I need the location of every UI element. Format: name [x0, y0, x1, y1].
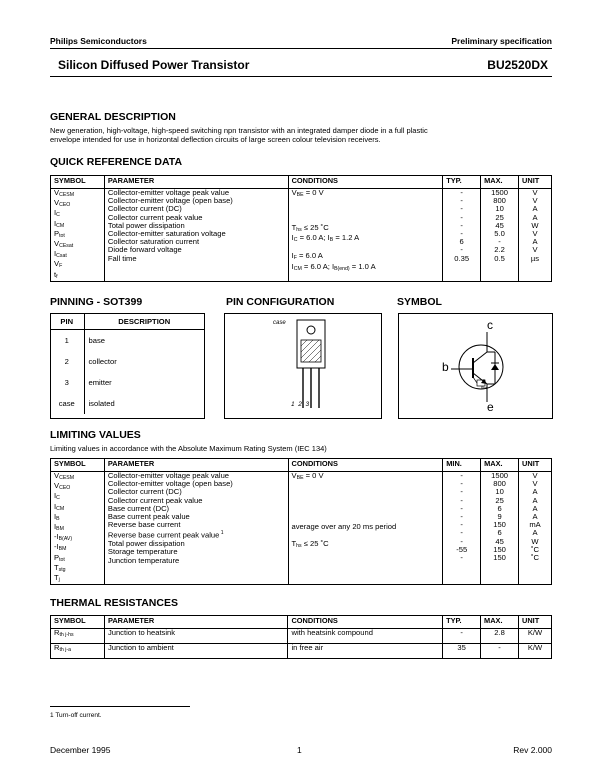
- parameter-cell: Junction to heatsink: [104, 629, 288, 644]
- symbol-subscript: j: [58, 577, 60, 584]
- unit-value: A: [532, 495, 538, 505]
- pinning-col-pin: PIN: [50, 313, 84, 330]
- unit-value: A: [532, 204, 538, 214]
- quickref-col-symbol: SYMBOL: [51, 176, 105, 189]
- symbol-cell: $I_B$: [54, 511, 60, 522]
- min-value: -: [460, 503, 463, 513]
- min-column: [443, 472, 481, 585]
- pin-configuration-heading: PIN CONFIGURATION: [226, 296, 335, 308]
- unit-value: ˚C: [531, 544, 540, 554]
- thermal-col-symbol: SYMBOL: [51, 616, 105, 629]
- max-value: 2.2: [494, 245, 505, 255]
- symbol-subscript: B: [56, 515, 60, 522]
- unit-value: µs: [530, 253, 540, 263]
- pin-row: [50, 393, 204, 414]
- quickref-col-typ: TYP.: [443, 176, 481, 189]
- max-value: 1500: [491, 188, 509, 197]
- document-title: Silicon Diffused Power Transistor: [58, 58, 250, 72]
- thermal-col-max: MAX.: [481, 616, 519, 629]
- symbol-cell: $I_{BM}$: [54, 522, 64, 533]
- parameter-cell: Collector-emitter voltage peak value: [107, 188, 230, 197]
- unit-value: A: [532, 212, 538, 222]
- unit-value: mA: [529, 520, 541, 530]
- symbol-subscript: BM: [56, 526, 64, 533]
- min-value: -55: [456, 544, 468, 554]
- min-value: -: [460, 536, 463, 546]
- unit-value: V: [532, 245, 538, 255]
- pin-row: [50, 351, 204, 372]
- footnote-ref: 1: [219, 530, 224, 537]
- thermal-col-parameter: PARAMETER: [104, 616, 288, 629]
- quick-reference-table: [50, 175, 552, 282]
- pinning-table: [50, 313, 204, 414]
- symbol-subscript: F: [59, 263, 63, 270]
- part-number: BU2520DX: [487, 58, 548, 72]
- min-value: -: [460, 553, 463, 563]
- typ-value: 0.35: [454, 253, 470, 263]
- symbol-subscript: CESM: [59, 192, 75, 198]
- unit-value: A: [532, 237, 538, 247]
- pin-numbers: 1 2 3: [291, 401, 310, 408]
- symbol-subscript: BM: [58, 546, 67, 553]
- condition-cell: [292, 482, 440, 490]
- min-value: -: [460, 471, 463, 480]
- unit-value: W: [531, 536, 539, 546]
- condition-cell: [292, 507, 440, 515]
- max-value: 45: [495, 536, 504, 546]
- typ-value: -: [460, 188, 463, 197]
- general-description-line1: New generation, high-voltage, high-speed switching npn transistor with an integrated damper diode in a full plastic: [50, 126, 428, 135]
- symbol-label-e: e: [487, 400, 494, 414]
- transistor-symbol-drawing: [451, 332, 511, 402]
- typ-value: -: [460, 212, 463, 222]
- pinning-col-description: DESCRIPTION: [84, 313, 204, 330]
- table-row: [51, 629, 552, 644]
- footer-revision: Rev 2.000: [513, 745, 552, 755]
- symbol-subscript: C: [56, 495, 60, 502]
- pin-number: case: [50, 393, 84, 414]
- parameter-cell: Collector-emitter saturation voltage: [107, 229, 226, 239]
- symbol-subscript: CEO: [59, 202, 71, 209]
- max-value: 10: [495, 487, 504, 497]
- unit-column: [519, 472, 552, 585]
- unit-value: ˚C: [531, 553, 540, 563]
- pin-description: emitter: [88, 378, 112, 387]
- max-value: 800: [493, 479, 506, 489]
- typ-value: 35: [443, 644, 481, 659]
- parameter-cell: Junction temperature: [107, 555, 180, 565]
- limiting-values-table: [50, 458, 552, 585]
- min-value: -: [460, 479, 463, 489]
- unit-value: W: [531, 220, 539, 230]
- typ-value: -: [460, 196, 463, 206]
- condition-cell: $V_{BE} = 0$ V: [291, 188, 324, 198]
- min-value: -: [460, 520, 463, 530]
- parameter-cell: Junction to ambient: [104, 644, 288, 659]
- pin-description: collector: [88, 357, 117, 366]
- symbol-cell: $-I_{BM}$: [54, 542, 67, 553]
- pin-description: base: [88, 336, 105, 345]
- quick-reference-heading: QUICK REFERENCE DATA: [50, 156, 183, 168]
- condition-cell: in free air: [288, 644, 443, 659]
- condition-cell: with heatsink compound: [288, 629, 443, 644]
- symbol-cell: $-I_{B(AV)}$: [54, 532, 73, 543]
- max-value: 9: [497, 512, 502, 522]
- limiting-values-intro: Limiting values in accordance with the Absolute Maximum Rating System (IEC 134): [50, 444, 327, 453]
- parameter-cell: Collector-emitter voltage (open base): [107, 479, 233, 489]
- symbol-column: [51, 472, 105, 585]
- parameter-cell: Total power dissipation: [107, 220, 185, 230]
- general-description-heading: GENERAL DESCRIPTION: [50, 111, 176, 123]
- condition-cell: [292, 499, 440, 507]
- unit-value: A: [532, 487, 538, 497]
- pin-configuration-box: [224, 313, 382, 419]
- min-value: -: [460, 495, 463, 505]
- symbol-label-c: c: [487, 318, 493, 332]
- typ-value: -: [460, 220, 463, 230]
- unit-value: V: [532, 188, 538, 197]
- general-description-line2: envelope intended for use in horizontal deflection circuits of large screen colour television receivers.: [50, 135, 381, 144]
- symbol-heading: SYMBOL: [397, 296, 442, 308]
- limiting-col-min: MIN.: [443, 459, 481, 472]
- footnote-rule: [50, 706, 190, 707]
- min-value: -: [460, 528, 463, 538]
- condition-cell: $V_{BE} = 0$ V: [291, 471, 324, 481]
- condition-cell: [292, 490, 440, 498]
- parameter-cell: Diode forward voltage: [107, 245, 182, 255]
- max-column: [481, 472, 519, 585]
- footnote-text: Turn-off current.: [53, 712, 102, 719]
- symbol-subscript: C: [56, 212, 60, 219]
- symbol-cell: $I_C$: [54, 491, 60, 502]
- symbol-cell: $V_{CEO}$: [54, 481, 71, 492]
- symbol-cell: $V_F$: [54, 259, 63, 270]
- parameter-cell: Fall time: [107, 253, 137, 263]
- unit-value: V: [532, 471, 538, 480]
- unit-value: A: [532, 512, 538, 522]
- limiting-col-parameter: PARAMETER: [104, 459, 288, 472]
- condition-cell: $T_{hs} \le 25$ ˚C: [291, 538, 329, 549]
- case-label: case: [273, 320, 286, 326]
- symbol-subscript: CM: [56, 222, 65, 229]
- limiting-values-heading: LIMITING VALUES: [50, 429, 141, 441]
- typ-value: -: [460, 229, 463, 239]
- symbol-cell: $R_{th j-hs}$: [51, 629, 105, 644]
- company-name: Philips Semiconductors: [50, 36, 147, 46]
- title-rule: [50, 76, 552, 77]
- typ-value: -: [443, 629, 481, 644]
- thermal-col-unit: UNIT: [519, 616, 552, 629]
- symbol-subscript: tot: [59, 232, 65, 239]
- unit-value: V: [532, 196, 538, 206]
- max-value: 150: [493, 520, 506, 530]
- parameter-cell: Collector saturation current: [107, 237, 200, 247]
- max-value: 6: [497, 503, 502, 513]
- symbol-cell: $I_{CM}$: [54, 501, 65, 512]
- max-value: 25: [495, 495, 504, 505]
- parameter-cell: Collector current (DC): [107, 204, 182, 214]
- max-value: 10: [495, 204, 504, 214]
- unit-value: A: [532, 528, 538, 538]
- symbol-cell: $I_{CM}$: [54, 218, 65, 229]
- typ-column: [443, 189, 481, 282]
- pin-row: [50, 372, 204, 393]
- condition-cell: $I_C = 6.0$ A; $I_B = 1.2$ A: [291, 233, 360, 244]
- max-value: 2.8: [481, 629, 519, 644]
- symbol-subscript: CEsat: [59, 243, 74, 250]
- pin-number: 2: [50, 351, 84, 372]
- parameter-cell: Collector current peak value: [107, 212, 203, 222]
- thermal-resistances-table: [50, 615, 552, 659]
- limiting-col-max: MAX.: [481, 459, 519, 472]
- limiting-col-unit: UNIT: [519, 459, 552, 472]
- max-value: 0.5: [494, 253, 505, 263]
- pin-row: [50, 330, 204, 352]
- thermal-col-conditions: CONDITIONS: [288, 616, 443, 629]
- parameter-cell: Collector current peak value: [107, 495, 203, 505]
- typ-value: -: [460, 204, 463, 214]
- condition-cell: [292, 199, 440, 207]
- footnote: [50, 712, 102, 719]
- symbol-subscript: stg: [58, 566, 66, 573]
- max-column: [481, 189, 519, 282]
- pinning-heading: PINNING - SOT399: [50, 296, 143, 308]
- symbol-subscript: CESM: [59, 475, 75, 481]
- pin-number: 3: [50, 372, 84, 393]
- conditions-column: [288, 472, 443, 585]
- parameter-cell: Base current peak value: [107, 512, 190, 522]
- unit-column: [519, 189, 552, 282]
- min-value: -: [460, 487, 463, 497]
- symbol-cell: $R_{th j-a}$: [51, 644, 105, 659]
- max-value: 6: [497, 528, 502, 538]
- max-value: 150: [493, 544, 506, 554]
- parameter-cell: Total power dissipation: [107, 539, 185, 549]
- header-rule: [50, 48, 552, 49]
- unit-value: A: [532, 503, 538, 513]
- parameter-cell: Collector-emitter voltage (open base): [107, 196, 233, 206]
- quickref-col-max: MAX.: [481, 176, 519, 189]
- footnote-number: 1: [50, 712, 54, 719]
- pin-description: isolated: [88, 399, 115, 408]
- symbol-column: [51, 189, 105, 282]
- symbol-cell: $t_f$: [54, 269, 58, 280]
- symbol-cell: $V_{CEsat}$: [54, 239, 74, 250]
- symbol-cell: $P_{tot}$: [54, 552, 65, 563]
- table-row: [51, 644, 552, 659]
- condition-cell: $I_F = 6.0$ A: [291, 251, 323, 262]
- symbol-subscript: CEO: [59, 485, 71, 492]
- parameter-cell: Base current (DC): [107, 503, 170, 513]
- max-value: 5.0: [494, 229, 505, 239]
- pin-number: 1: [50, 330, 84, 352]
- symbol-subscript: Csat: [56, 253, 67, 260]
- condition-cell: average over any 20 ms period: [291, 522, 397, 532]
- symbol-subscript: CM: [56, 505, 65, 512]
- max-value: 45: [495, 220, 504, 230]
- min-value: -: [460, 512, 463, 522]
- limiting-col-conditions: CONDITIONS: [288, 459, 443, 472]
- package-outline-drawing: [285, 318, 335, 414]
- symbol-cell: $T_{stg}$: [54, 562, 66, 573]
- symbol-cell: $V_{CEO}$: [54, 198, 71, 209]
- conditions-column: [288, 189, 443, 282]
- parameter-cell: Reverse base current: [107, 520, 181, 530]
- unit-value: K/W: [519, 629, 552, 644]
- symbol-box: [398, 313, 553, 419]
- parameter-cell: Collector current (DC): [107, 487, 182, 497]
- max-value: 1500: [491, 471, 509, 480]
- parameter-cell: Reverse base current peak value $^1$: [107, 530, 224, 540]
- limiting-col-symbol: SYMBOL: [51, 459, 105, 472]
- symbol-cell: $T_j$: [54, 573, 60, 584]
- parameter-column: [104, 189, 288, 282]
- parameter-cell: Storage temperature: [107, 547, 178, 557]
- parameter-cell: Collector-emitter voltage peak value: [107, 471, 230, 480]
- footer-page-number: 1: [297, 745, 302, 755]
- max-value: -: [481, 644, 519, 659]
- symbol-cell: $V_{CESM}$: [54, 188, 75, 198]
- max-value: 150: [493, 553, 506, 563]
- rbe-label: Rbe: [481, 386, 488, 390]
- typ-value: -: [460, 245, 463, 255]
- symbol-label-b: b: [442, 360, 449, 374]
- symbol-cell: $I_{Csat}$: [54, 249, 67, 260]
- symbol-cell: $V_{CESM}$: [54, 471, 75, 481]
- condition-cell: [292, 550, 440, 558]
- thermal-col-typ: TYP.: [443, 616, 481, 629]
- condition-cell: [292, 207, 440, 215]
- max-value: 25: [495, 212, 504, 222]
- unit-value: V: [532, 229, 538, 239]
- typ-value: 6: [459, 237, 464, 247]
- thermal-resistances-heading: THERMAL RESISTANCES: [50, 597, 178, 609]
- max-value: -: [498, 237, 501, 247]
- symbol-subscript: tot: [59, 556, 65, 563]
- symbol-subscript: f: [56, 273, 58, 280]
- parameter-column: [104, 472, 288, 585]
- condition-cell: [292, 558, 440, 566]
- quickref-col-parameter: PARAMETER: [104, 176, 288, 189]
- condition-cell: $T_{hs} \le 25$ ˚C: [291, 222, 329, 233]
- unit-value: K/W: [519, 644, 552, 659]
- footer-date: December 1995: [50, 745, 111, 755]
- quickref-col-conditions: CONDITIONS: [288, 176, 443, 189]
- max-value: 800: [493, 196, 506, 206]
- symbol-cell: $P_{tot}$: [54, 228, 65, 239]
- quickref-col-unit: UNIT: [519, 176, 552, 189]
- unit-value: V: [532, 479, 538, 489]
- symbol-subscript: B(AV): [58, 536, 73, 543]
- spec-status: Preliminary specification: [451, 36, 552, 46]
- symbol-cell: $I_C$: [54, 208, 60, 219]
- condition-cell: $I_{CM} = 6.0$ A; $I_{B(end)} = 1.0$ A: [291, 261, 376, 272]
